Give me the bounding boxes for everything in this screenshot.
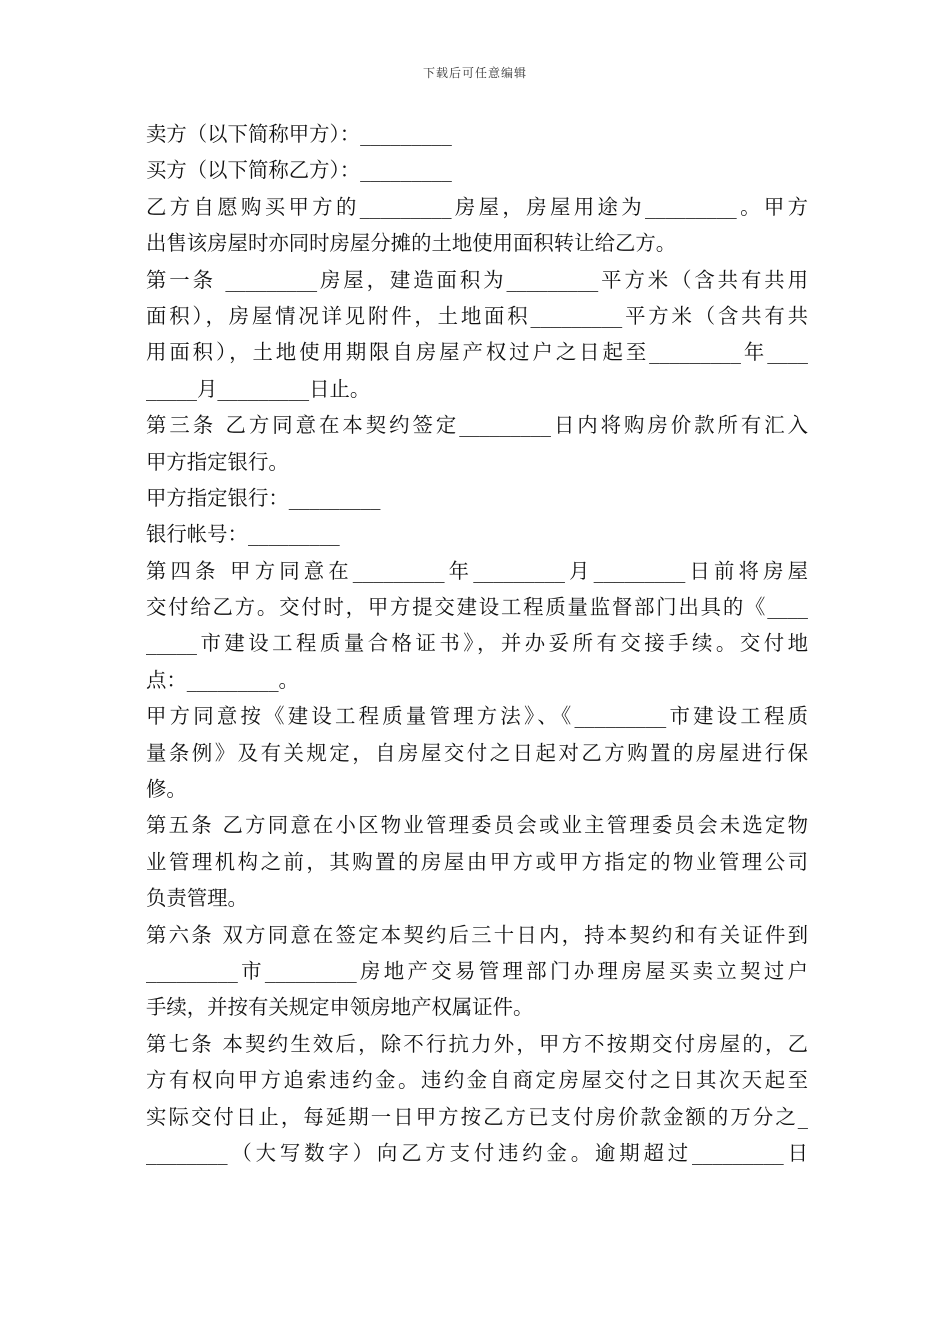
paragraph-line: 甲方指定银行。: [146, 449, 289, 474]
paragraph-line: 卖方（以下简称甲方）：_________: [146, 122, 452, 146]
paragraph-line: 业管理机构之前，其购置的房屋由甲方或甲方指定的物业管理公司: [146, 849, 808, 874]
paragraph-line: 第五条 乙方同意在小区物业管理委员会或业主管理委员会未选定物: [146, 813, 808, 838]
paragraph-line: 第四条 甲方同意在_________年_________月_________日前将房屋: [146, 558, 808, 583]
paragraph-line: 面积），房屋情况详见附件，土地面积_________平方米（含共有共: [146, 303, 808, 328]
paragraph-line: _________市_________房地产交易管理部门办理房屋买卖立契过户: [146, 958, 808, 983]
paragraph-line: 出售该房屋时亦同时房屋分摊的土地使用面积转让给乙方。: [146, 231, 677, 256]
paragraph-line: 第六条 双方同意在签定本契约后三十日内，持本契约和有关证件到: [146, 922, 808, 947]
paragraph-line: 手续，并按有关规定申领房地产权属证件。: [146, 995, 534, 1020]
paragraph-line: 负责管理。: [146, 886, 248, 911]
paragraph-line: ________（大写数字）向乙方支付违约金。逾期超过_________日: [146, 1140, 808, 1165]
paragraph-line: _____月_________日止。: [146, 376, 371, 401]
paragraph-line: 买方（以下简称乙方）：_________: [146, 158, 452, 183]
paragraph-line: 用面积），土地使用期限自房屋产权过户之日起至_________年____: [146, 340, 808, 365]
paragraph-line: 交付给乙方。交付时，甲方提交建设工程质量监督部门出具的《____: [146, 595, 808, 620]
contract-body: [146, 116, 808, 1171]
paragraph-line: 银行帐号：_________: [146, 522, 340, 547]
paragraph-line: 第三条 乙方同意在本契约签定_________日内将购房价款所有汇入: [146, 413, 808, 438]
paragraph-line: 甲方指定银行：_________: [146, 485, 381, 510]
paragraph-line: 修。: [146, 777, 187, 802]
paragraph-line: 第七条 本契约生效后，除不行抗力外，甲方不按期交付房屋的，乙: [146, 1031, 808, 1056]
paragraph-line: 点：_________。: [146, 667, 299, 692]
paragraph-line: 甲方同意按《建设工程质量管理方法》、《_________市建设工程质: [146, 704, 808, 729]
paragraph-line: 方有权向甲方追索违约金。违约金自商定房屋交付之日其次天起至: [146, 1068, 808, 1093]
paragraph-line: 第一条 _________房屋，建造面积为_________平方米（含共有共用: [146, 267, 808, 292]
paragraph-line: _____市建设工程质量合格证书》，并办妥所有交接手续。交付地: [146, 631, 808, 656]
paragraph-line: 实际交付日止，每延期一日甲方按乙方已支付房价款金额的万分之_: [146, 1104, 808, 1129]
paragraph-line: 乙方自愿购买甲方的_________房屋，房屋用途为_________。甲方: [146, 194, 808, 219]
paragraph-line: 量条例》及有关规定，自房屋交付之日起对乙方购置的房屋进行保: [146, 740, 808, 765]
page-header: 下载后可任意编辑: [422, 66, 527, 80]
